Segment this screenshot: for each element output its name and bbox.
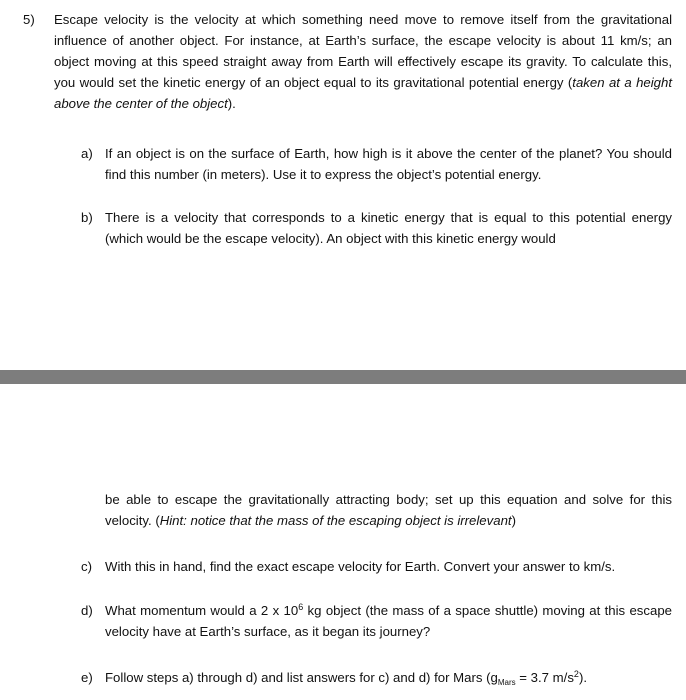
part-b-text-top: There is a velocity that corresponds to a kinetic energy that is equal to this potential energy (which would be the escape velocity). An object with this kinetic energy would [105,210,672,246]
part-d-text-b: kg object (the mass of a space shuttle) moving at this escape velocity have at Earth’s surface, as it began its journey? [105,603,672,639]
page-divider [0,370,686,384]
part-b-continuation: be able to escape the gravitationally attracting body; set up this equation and solve for this velocity. ( [105,492,672,528]
part-e-text-b: = 3.7 m/s [515,670,574,685]
part-e-label: e) [81,670,93,685]
question-number: 5) [23,12,35,27]
part-d-text-a: What momentum would a 2 x 10 [105,603,299,618]
part-b-hint-close: ) [511,513,516,528]
question-intro-text: Escape velocity is the velocity at which something need move to remove itself from the gravitational influence of another object. For instance, at Earth’s surface, the escape velocity is about 11 km/s; an object moving at this speed straight away from Earth will effectively escape its gravity. To calculate this, you would set the kinetic energy of an object equal to its gravitational potential energy ( [54,12,672,90]
part-b-hint: Hint: notice that the mass of the escaping object is irrelevant [159,513,512,528]
part-b-label: b) [81,210,93,225]
question-intro [54,9,672,114]
part-d-text [105,600,672,642]
part-e-text [105,667,672,688]
question-intro-italic: taken at a height above the center of the object [54,75,673,111]
part-c-label: c) [81,559,92,574]
part-c-text: With this in hand, find the exact escape velocity for Earth. Convert your answer to km/s. [105,559,616,574]
part-d-exponent: 6 [298,602,304,612]
part-a-text: If an object is on the surface of Earth, how high is it above the center of the planet? You should find this number (in meters). Use it to express the object’s potential energy. [105,146,672,182]
part-b-text-bottom [105,489,672,531]
question-intro-end: ). [227,96,236,111]
part-d-label: d) [81,603,93,618]
part-a-label: a) [81,146,93,161]
part-e-exponent: 2 [573,669,579,679]
part-e-text-a: Follow steps a) through d) and list answers for c) and d) for Mars (g [105,670,498,685]
part-e-subscript: Mars [497,678,516,687]
part-e-text-c: ). [578,670,587,685]
